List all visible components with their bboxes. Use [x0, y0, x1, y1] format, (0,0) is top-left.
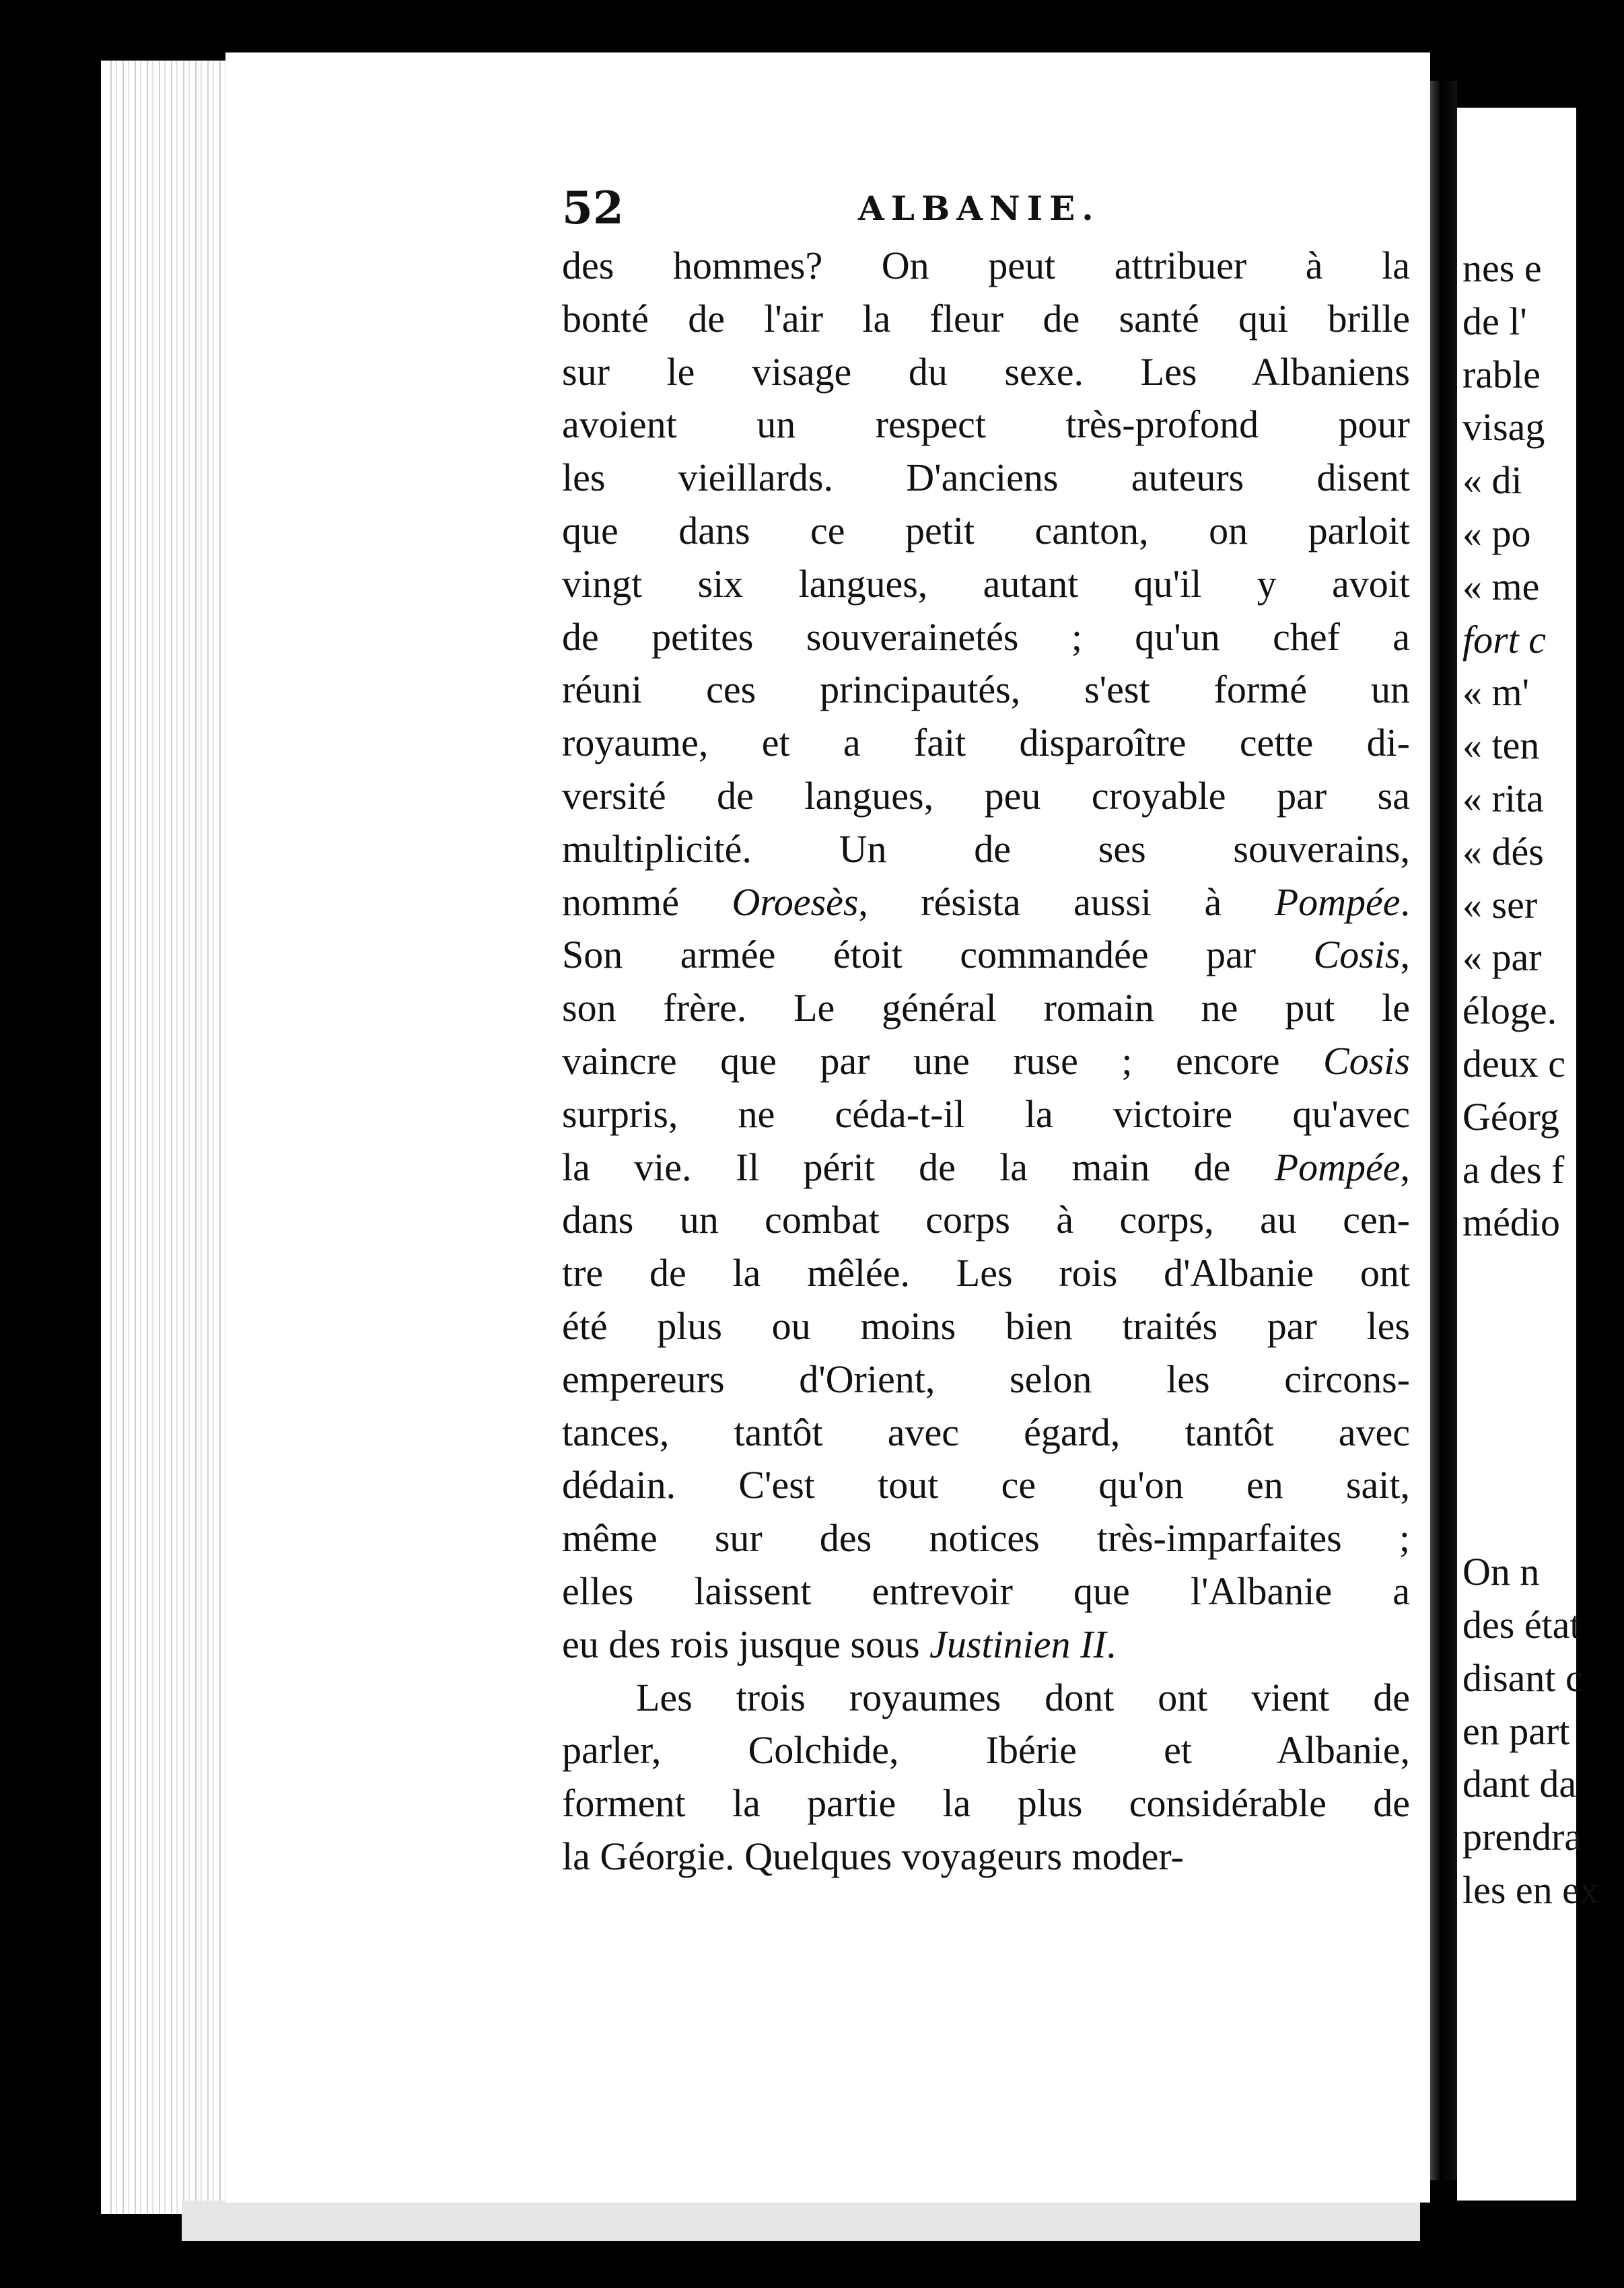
right-page-line: « me	[1462, 564, 1540, 608]
right-page-text	[1462, 242, 1624, 1917]
right-page-line: prendra	[1462, 1815, 1582, 1859]
text-line: avoient un respect très-profond pour	[562, 402, 1410, 447]
body-text	[562, 240, 1410, 1884]
running-head: ALBANIE.	[858, 188, 1100, 228]
text-segment: eu des rois jusque sous	[562, 1622, 930, 1666]
text-line: été plus ou moins bien traités par les	[562, 1303, 1410, 1348]
text-line	[562, 929, 1410, 982]
text-line: multiplicité. Un de ses souverains,	[562, 826, 1410, 871]
text-line: versité de langues, peu croyable par sa	[562, 773, 1410, 818]
right-page-line: deux c	[1462, 1041, 1565, 1085]
right-page-line: On n	[1462, 1550, 1540, 1594]
italic-name: Oroesès	[732, 880, 859, 924]
right-page-blank	[1462, 1250, 1624, 1546]
text-line: son frère. Le général romain ne put le	[562, 986, 1410, 1030]
text-segment: .	[1400, 880, 1410, 924]
right-page-line: « ser	[1462, 882, 1538, 927]
text-line: sur le visage du sexe. Les Albaniens	[562, 349, 1410, 394]
text-line: empereurs d'Orient, selon les circons-	[562, 1357, 1410, 1401]
text-line: elles laissent entrevoir que l'Albanie a	[562, 1569, 1410, 1613]
right-page-line: rable	[1462, 352, 1541, 396]
text-segment: ,	[1400, 1145, 1410, 1189]
right-page-line: visag	[1462, 405, 1545, 450]
right-page-line: « rita	[1462, 776, 1544, 820]
text-segment: , résista aussi à	[858, 880, 1275, 924]
text-line: bonté de l'air la fleur de santé qui brille	[562, 296, 1410, 341]
right-page-line: nes e	[1462, 246, 1542, 290]
italic-name: Pompée	[1274, 1145, 1401, 1189]
text-segment: vaincre que par une ruse ; encore	[562, 1038, 1324, 1083]
right-page-line: de l'	[1462, 299, 1527, 343]
italic-name: Cosis	[1323, 1038, 1410, 1083]
right-page-line: Géorg	[1462, 1094, 1559, 1139]
text-line: royaume, et a fait disparoître cette di-	[562, 721, 1410, 765]
right-page-line: des état	[1462, 1602, 1581, 1647]
right-page-line: dant da	[1462, 1762, 1577, 1806]
right-page-line: « m'	[1462, 670, 1530, 715]
italic-name: Pompée	[1274, 880, 1401, 924]
text-line: même sur des notices très-imparfaites ;	[562, 1516, 1410, 1561]
right-page-line: fort c	[1462, 617, 1547, 662]
text-line: dédain. C'est tout ce qu'on en sait,	[562, 1463, 1410, 1507]
right-page-line: disant c	[1462, 1655, 1583, 1700]
text-line: les vieillards. D'anciens auteurs disent	[562, 456, 1410, 500]
right-page-line: « di	[1462, 458, 1522, 503]
text-line	[562, 1141, 1410, 1194]
right-page-line: « dés	[1462, 829, 1544, 873]
right-page-fragment	[1457, 108, 1599, 2201]
text-segment: la vie. Il périt de la main de	[562, 1145, 1275, 1189]
text-line: que dans ce petit canton, on parloit	[562, 508, 1410, 552]
right-page-line: médio	[1462, 1201, 1560, 1245]
text-line: de petites souverainetés ; qu'un chef a	[562, 614, 1410, 659]
text-line: tre de la mêlée. Les rois d'Albanie ont	[562, 1251, 1410, 1295]
italic-name: Cosis	[1313, 933, 1401, 977]
text-segment: Son armée étoit commandée par	[562, 933, 1314, 977]
right-page-line: a des f	[1462, 1147, 1565, 1192]
page-number: 52	[562, 182, 624, 234]
right-page-line: « ten	[1462, 723, 1540, 768]
text-segment: ,	[1400, 933, 1410, 977]
text-line: vingt six langues, autant qu'il y avoit	[562, 561, 1410, 606]
right-page-line: « par	[1462, 935, 1542, 980]
text-line	[562, 1618, 1410, 1672]
text-line: la Géorgie. Quelques voyageurs moder-	[562, 1834, 1184, 1878]
right-page-line: en part	[1462, 1709, 1570, 1753]
text-segment: .	[1106, 1622, 1117, 1666]
text-line: forment la partie la plus considérable de	[562, 1781, 1410, 1826]
right-page-line: éloge.	[1462, 989, 1557, 1033]
italic-name: Justinien II	[929, 1622, 1106, 1666]
text-line	[562, 1035, 1410, 1088]
text-line: tances, tantôt avec égard, tantôt avec	[562, 1410, 1410, 1454]
book-gutter	[1430, 81, 1457, 2180]
text-line: Les trois royaumes dont ont vient de	[636, 1675, 1410, 1719]
text-line	[562, 876, 1410, 929]
text-line: dans un combat corps à corps, au cen-	[562, 1198, 1410, 1242]
right-page-line: les en ex	[1462, 1867, 1599, 1912]
text-line: des hommes? On peut attribuer à la	[562, 244, 1410, 287]
page-edge-stack	[101, 61, 240, 2214]
bottom-page-edge	[182, 2201, 1420, 2241]
text-segment: nommé	[562, 880, 732, 924]
text-line: parler, Colchide, Ibérie et Albanie,	[562, 1728, 1410, 1773]
text-line: surpris, ne céda-t-il la victoire qu'avec	[562, 1092, 1410, 1136]
text-line: réuni ces principautés, s'est formé un	[562, 668, 1410, 712]
right-page-line: « po	[1462, 511, 1531, 555]
page-header	[562, 182, 1397, 249]
